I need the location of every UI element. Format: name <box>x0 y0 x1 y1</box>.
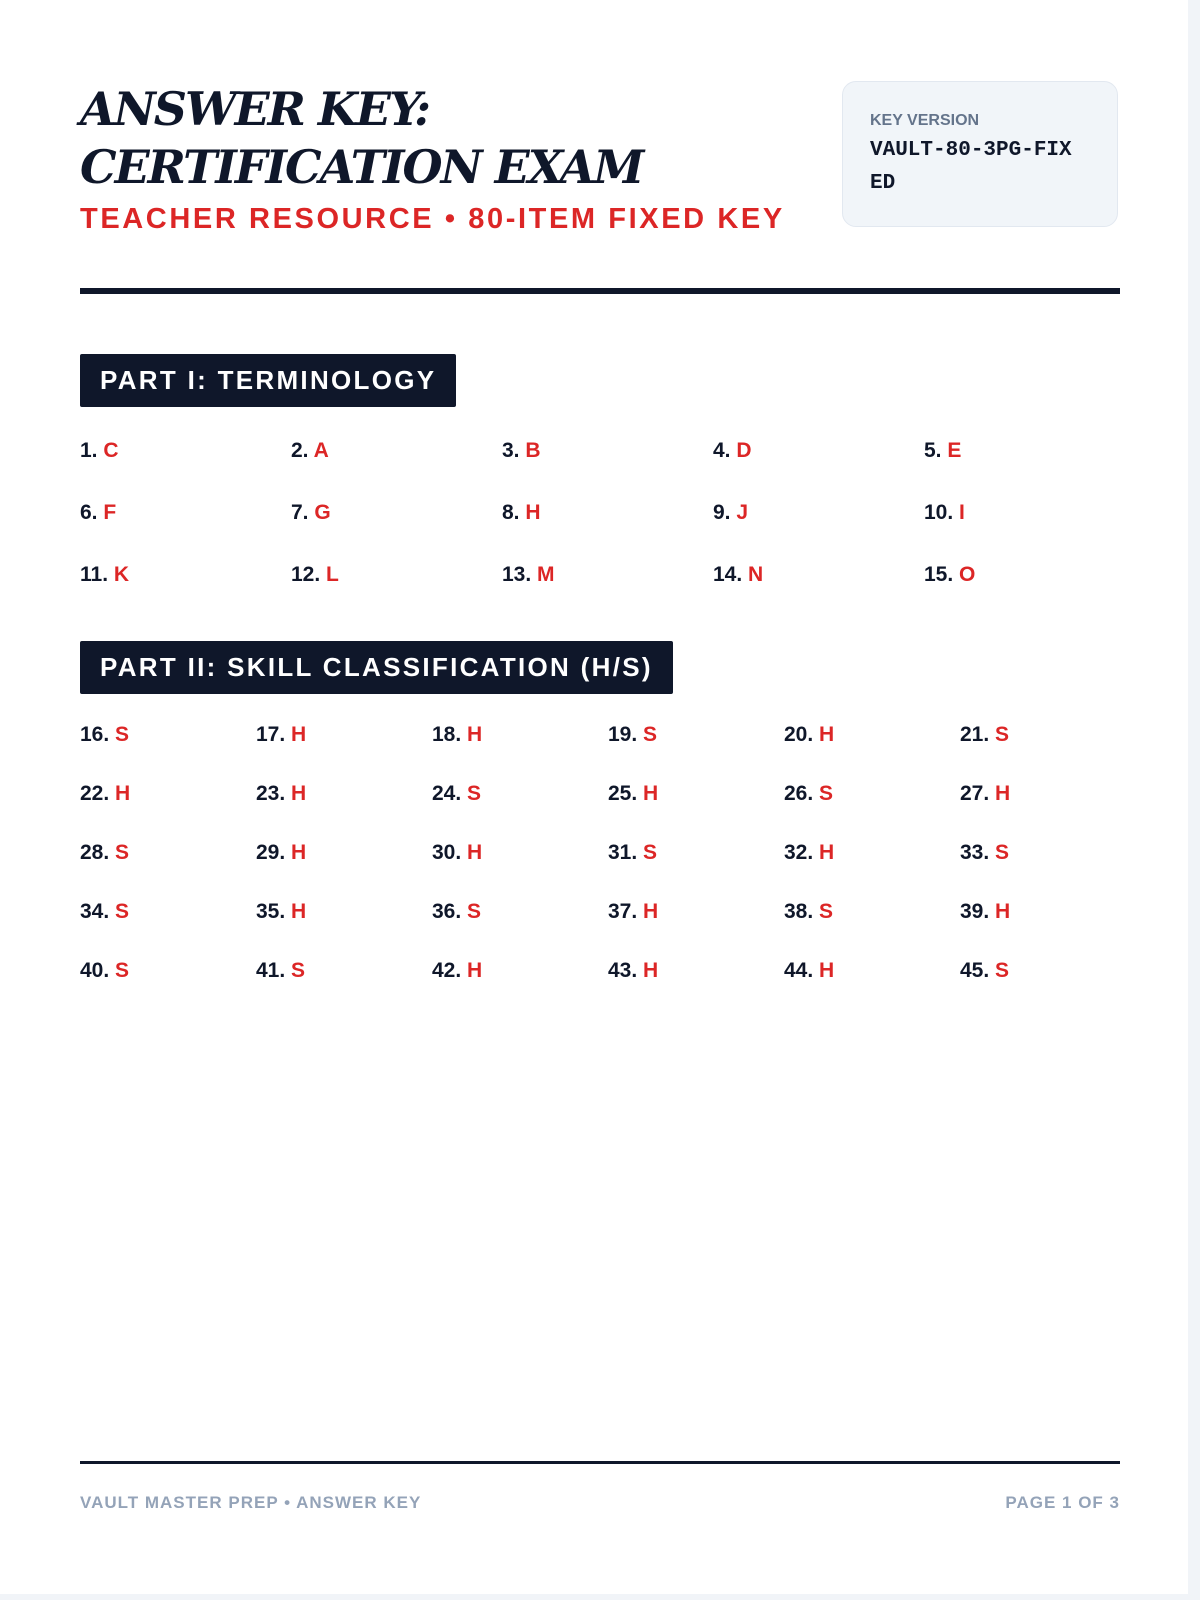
answer-item <box>80 841 256 900</box>
answer-value: H <box>291 900 307 923</box>
question-number: 23. <box>256 782 286 805</box>
question-number: 13. <box>502 563 532 586</box>
page-header <box>80 80 1120 292</box>
question-number: 4. <box>713 439 731 462</box>
answer-item <box>608 782 784 841</box>
answer-item <box>960 959 1136 1018</box>
question-number: 21. <box>960 723 990 746</box>
answer-value: S <box>467 782 482 805</box>
question-number: 3. <box>502 439 520 462</box>
answer-item <box>256 959 432 1018</box>
question-number: 44. <box>784 959 814 982</box>
answer-item <box>960 841 1136 900</box>
answer-value: S <box>643 841 658 864</box>
answer-item <box>608 841 784 900</box>
question-number: 26. <box>784 782 814 805</box>
answer-value: E <box>947 439 962 462</box>
answer-item <box>256 723 432 782</box>
answer-item <box>784 900 960 959</box>
answer-item <box>784 723 960 782</box>
answer-value: O <box>959 563 976 586</box>
answer-item <box>713 563 924 625</box>
answer-item <box>784 782 960 841</box>
answer-item <box>713 501 924 563</box>
answer-value: B <box>525 439 541 462</box>
question-number: 17. <box>256 723 286 746</box>
answer-value: I <box>959 501 965 524</box>
question-number: 36. <box>432 900 462 923</box>
question-number: 5. <box>924 439 942 462</box>
page-subtitle: TEACHER RESOURCE • 80-ITEM FIXED KEY <box>80 203 785 235</box>
answer-value: S <box>643 723 658 746</box>
answer-value: S <box>115 723 130 746</box>
footer-divider <box>80 1461 1120 1464</box>
answer-item <box>960 900 1136 959</box>
answer-value: L <box>326 563 339 586</box>
answer-value: N <box>748 563 764 586</box>
question-number: 43. <box>608 959 638 982</box>
answer-item <box>80 563 291 625</box>
question-number: 27. <box>960 782 990 805</box>
answer-item <box>784 841 960 900</box>
answer-value: H <box>291 723 307 746</box>
answer-value: A <box>313 439 329 462</box>
answer-value: H <box>115 782 131 805</box>
answer-item <box>80 723 256 782</box>
answer-value: H <box>291 841 307 864</box>
answer-item <box>80 959 256 1018</box>
answer-value: S <box>819 900 834 923</box>
part1-answer-grid <box>80 439 1120 625</box>
header-divider <box>80 288 1120 294</box>
question-number: 18. <box>432 723 462 746</box>
answer-item <box>960 782 1136 841</box>
question-number: 19. <box>608 723 638 746</box>
answer-value: S <box>819 782 834 805</box>
part2-heading: PART II: SKILL CLASSIFICATION (H/S) <box>80 641 673 694</box>
question-number: 24. <box>432 782 462 805</box>
answer-item <box>713 439 924 501</box>
question-number: 6. <box>80 501 98 524</box>
answer-item <box>291 501 502 563</box>
answer-item <box>960 723 1136 782</box>
question-number: 1. <box>80 439 98 462</box>
answer-value: H <box>467 841 483 864</box>
answer-value: S <box>467 900 482 923</box>
question-number: 28. <box>80 841 110 864</box>
question-number: 2. <box>291 439 309 462</box>
answer-item <box>608 723 784 782</box>
answer-item <box>502 501 713 563</box>
answer-value: H <box>643 900 659 923</box>
question-number: 16. <box>80 723 110 746</box>
answer-item <box>784 959 960 1018</box>
answer-value: G <box>314 501 331 524</box>
answer-value: D <box>736 439 752 462</box>
answer-value: S <box>291 959 306 982</box>
answer-item <box>924 439 1135 501</box>
answer-item <box>256 841 432 900</box>
answer-item <box>432 841 608 900</box>
answer-value: H <box>643 959 659 982</box>
answer-value: F <box>103 501 117 524</box>
question-number: 39. <box>960 900 990 923</box>
answer-value: S <box>115 900 130 923</box>
answer-item <box>924 501 1135 563</box>
question-number: 31. <box>608 841 638 864</box>
question-number: 41. <box>256 959 286 982</box>
question-number: 37. <box>608 900 638 923</box>
answer-item <box>608 900 784 959</box>
answer-item <box>432 782 608 841</box>
answer-item <box>291 439 502 501</box>
question-number: 40. <box>80 959 110 982</box>
question-number: 30. <box>432 841 462 864</box>
answer-value: K <box>113 563 130 586</box>
answer-value: H <box>525 501 541 524</box>
question-number: 34. <box>80 900 110 923</box>
answer-value: H <box>643 782 659 805</box>
answer-value: H <box>995 900 1011 923</box>
answer-item <box>80 782 256 841</box>
part1-heading: PART I: TERMINOLOGY <box>80 354 456 407</box>
question-number: 12. <box>291 563 321 586</box>
key-version-value: VAULT-80-3PG-FIXED <box>870 139 1072 195</box>
answer-value: H <box>467 723 483 746</box>
question-number: 15. <box>924 563 954 586</box>
answer-value: S <box>995 959 1010 982</box>
answer-item <box>256 782 432 841</box>
answer-item <box>256 900 432 959</box>
key-version-card <box>842 81 1118 227</box>
answer-value: H <box>291 782 307 805</box>
answer-item <box>502 563 713 625</box>
answer-item <box>80 501 291 563</box>
answer-value: H <box>819 959 835 982</box>
question-number: 35. <box>256 900 286 923</box>
answer-item <box>432 723 608 782</box>
answer-value: C <box>103 439 119 462</box>
answer-value: S <box>115 959 130 982</box>
answer-value: H <box>819 723 835 746</box>
question-number: 14. <box>713 563 743 586</box>
answer-value: H <box>819 841 835 864</box>
answer-item <box>502 439 713 501</box>
answer-value: J <box>736 501 749 524</box>
question-number: 45. <box>960 959 990 982</box>
answer-value: S <box>995 723 1010 746</box>
part2-answer-grid <box>80 723 1120 1018</box>
footer-brand: VAULT MASTER PREP • ANSWER KEY <box>80 1493 422 1512</box>
question-number: 25. <box>608 782 638 805</box>
answer-item <box>291 563 502 625</box>
question-number: 22. <box>80 782 110 805</box>
page-title: ANSWER KEY: CERTIFICATION EXAM <box>80 82 643 194</box>
answer-item <box>608 959 784 1018</box>
question-number: 11. <box>80 563 109 586</box>
answer-item <box>80 900 256 959</box>
answer-item <box>924 563 1135 625</box>
answer-value: H <box>995 782 1011 805</box>
answer-item <box>432 959 608 1018</box>
question-number: 20. <box>784 723 814 746</box>
page-number: PAGE 1 OF 3 <box>1005 1493 1120 1512</box>
question-number: 32. <box>784 841 814 864</box>
question-number: 9. <box>713 501 731 524</box>
answer-value: S <box>995 841 1010 864</box>
question-number: 42. <box>432 959 462 982</box>
question-number: 33. <box>960 841 990 864</box>
answer-item <box>80 439 291 501</box>
question-number: 8. <box>502 501 520 524</box>
key-version-label: KEY VERSION <box>870 112 980 129</box>
answer-value: S <box>115 841 130 864</box>
question-number: 7. <box>291 501 309 524</box>
answer-item <box>432 900 608 959</box>
question-number: 29. <box>256 841 286 864</box>
answer-value: H <box>467 959 483 982</box>
answer-value: M <box>537 563 555 586</box>
question-number: 10. <box>924 501 954 524</box>
question-number: 38. <box>784 900 814 923</box>
